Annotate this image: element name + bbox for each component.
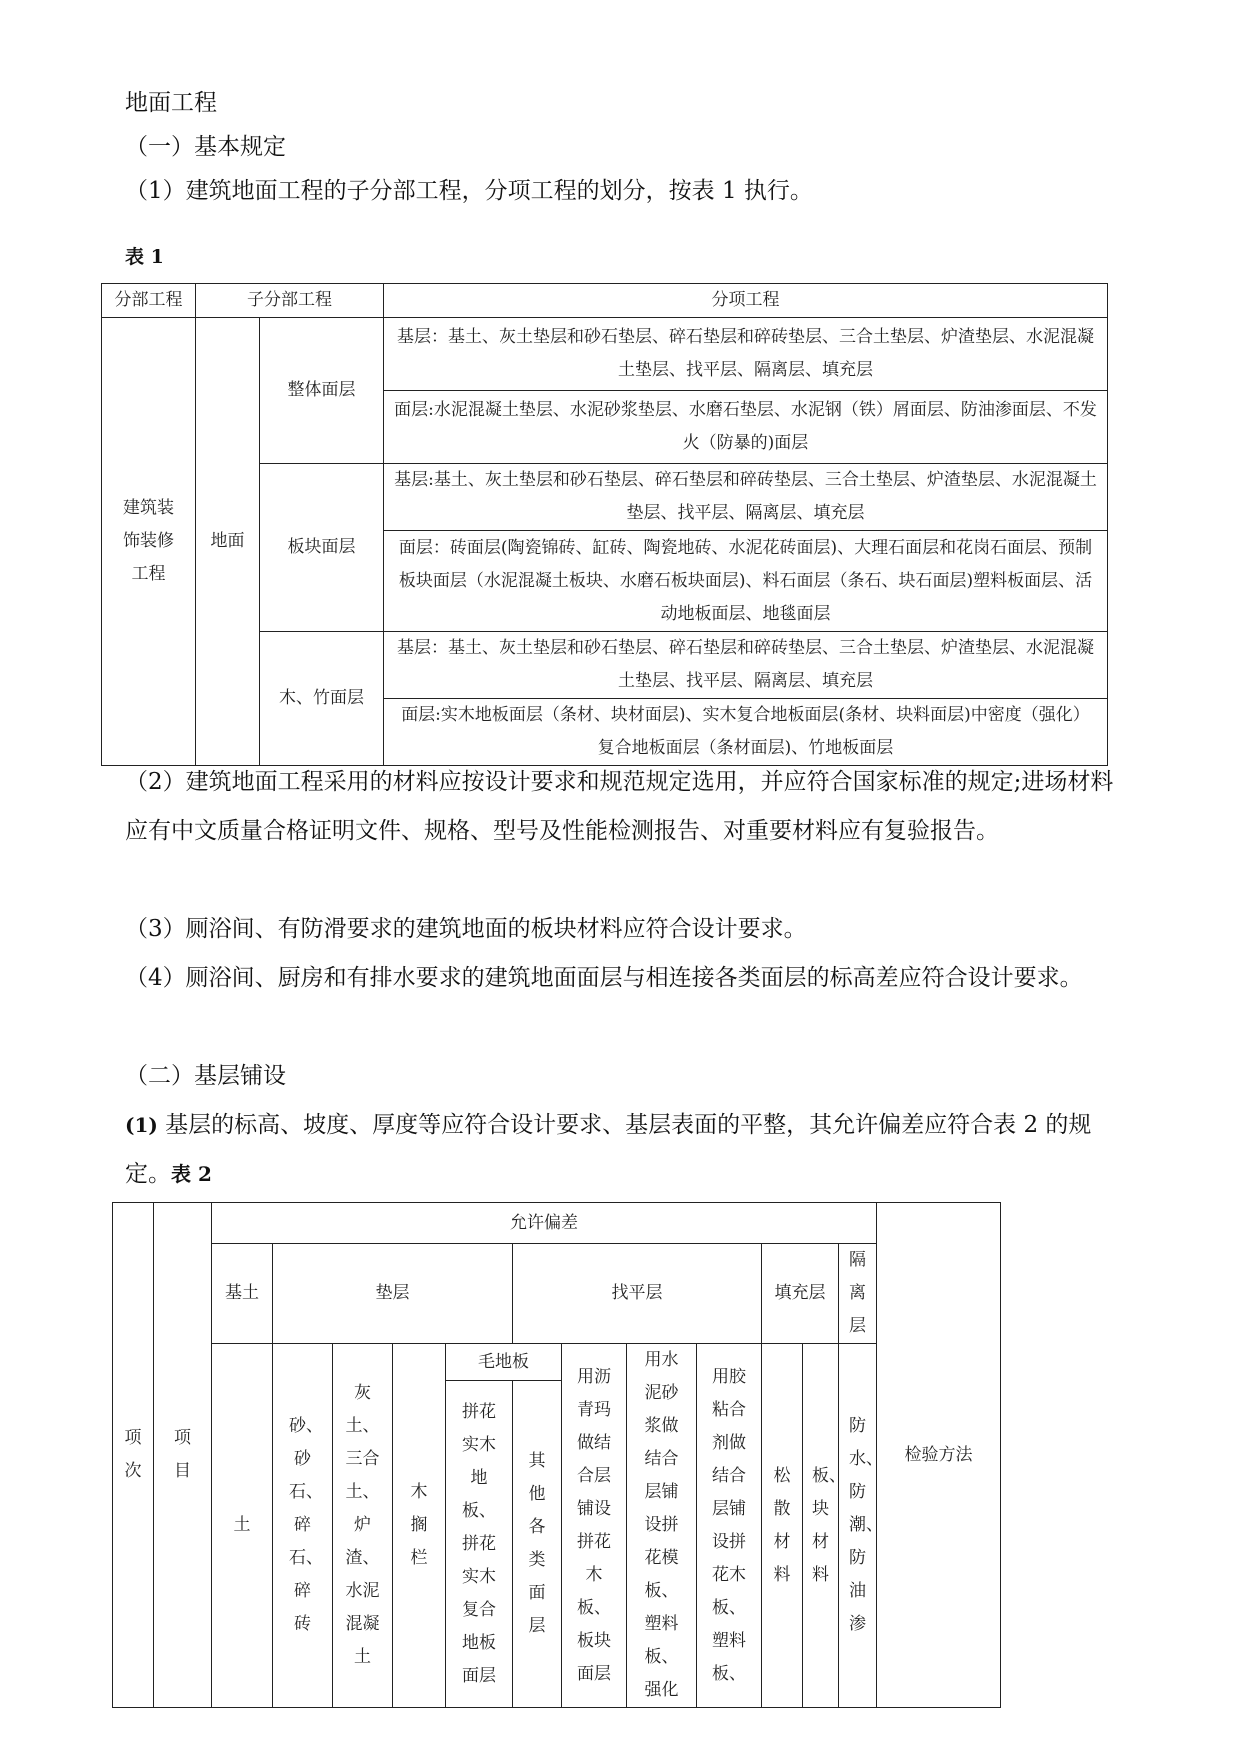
paragraph-1: （1）建筑地面工程的子分部工程，分项工程的划分，按表 1 执行。	[125, 178, 813, 204]
table2-sub-maodiban: 毛地板	[446, 1344, 562, 1381]
table1-surface-row: 面层:水泥混凝土垫层、水泥砂浆垫层、水磨石垫层、水泥钢（铁）屑面层、防油渗面层、不发火（防暴的)面层	[384, 391, 1108, 464]
page-heading: 地面工程	[125, 90, 217, 116]
table1-header-division: 分部工程	[102, 284, 196, 318]
table2-sub-sand: 砂、砂石、碎石、碎砖	[273, 1344, 333, 1708]
table2-sub-mortar: 用水泥砂浆做结合层铺设拼花模板、塑料板、强化	[627, 1344, 697, 1708]
table1-division-cell: 建筑装饰装修工程	[102, 318, 196, 766]
table2-inspection-method: 检验方法	[877, 1203, 1001, 1708]
table2-sub-asphalt: 用沥青玛做结合层铺设拼花木板、板块面层	[562, 1344, 627, 1708]
table1-base-row: 基层：基土、灰土垫层和砂石垫层、碎石垫层和碎砖垫层、三合土垫层、炉渣垫层、水泥混凝土垫层、找平层、隔离层、填充层	[384, 632, 1108, 699]
table2-sub-block: 板、块材料	[803, 1344, 839, 1708]
table2-allowed-deviation: 允许偏差	[212, 1203, 877, 1244]
table2-sub-joist: 木搁栏	[393, 1344, 446, 1708]
table2-sub-other: 其他各类面层	[513, 1381, 562, 1708]
table1-header-items: 分项工程	[384, 284, 1108, 318]
table1-surface-row: 面层:实木地板面层（条材、块材面层)、实木复合地板面层(条材、块料面层)中密度（强化）复合地板面层（条材面层)、竹地板面层	[384, 699, 1108, 766]
table1-group-name: 木、竹面层	[260, 632, 384, 766]
table2-group-isolation: 隔离层	[839, 1244, 877, 1344]
section-title-basic-rules: （一）基本规定	[125, 134, 286, 160]
table2-sub-loose: 松散材料	[762, 1344, 803, 1708]
table1-group-name: 整体面层	[260, 318, 384, 464]
paragraph-2: （2）建筑地面工程采用的材料应按设计要求和规范规定选用，并应符合国家标准的规定;进场材料应有中文质量合格证明文件、规格、型号及性能检测报告、对重要材料应有复验报告。	[125, 769, 1114, 844]
section-title-base-laying: （二）基层铺设	[125, 1063, 286, 1089]
table2-group-base-soil: 基土	[212, 1244, 273, 1344]
paragraph-5-number: (1)	[125, 1113, 158, 1137]
table1-subdivision-cell: 地面	[196, 318, 260, 766]
table1-surface-row: 面层：砖面层(陶瓷锦砖、缸砖、陶瓷地砖、水泥花砖面层)、大理石面层和花岗石面层、预制板块面层（水泥混凝土板块、水磨石板块面层)、料石面层（条石、块石面层)塑料板面层、活动地板面层、地毯面层	[384, 531, 1108, 632]
table1-base-row: 基层:基土、灰土垫层和砂石垫层、碎石垫层和碎砖垫层、三合土垫层、炉渣垫层、水泥混凝土垫层、找平层、隔离层、填充层	[384, 464, 1108, 531]
table2-group-cushion: 垫层	[273, 1244, 513, 1344]
table2-group-filling: 填充层	[762, 1244, 839, 1344]
table2-sub-waterproof: 防水、防潮、防油渗	[839, 1344, 877, 1708]
table1-group-name: 板块面层	[260, 464, 384, 632]
paragraph-5-text: 基层的标高、坡度、厚度等应符合设计要求、基层表面的平整，其允许偏差应符合表 2 的规定。	[125, 1112, 1092, 1187]
table2-col-index: 项次	[113, 1203, 154, 1708]
table1-header-subdivision: 子分部工程	[196, 284, 384, 318]
table2-sub-parquet: 拼花实木地板、拼花实木复合地板面层	[446, 1381, 513, 1708]
table2-group-leveling: 找平层	[513, 1244, 762, 1344]
table2-sub-soil: 土	[212, 1344, 273, 1708]
table1-base-row: 基层：基土、灰土垫层和砂石垫层、碎石垫层和碎砖垫层、三合土垫层、炉渣垫层、水泥混凝土垫层、找平层、隔离层、填充层	[384, 318, 1108, 391]
paragraph-3: （3）厕浴间、有防滑要求的建筑地面的板块材料应符合设计要求。	[125, 916, 807, 942]
paragraph-4: （4）厕浴间、厨房和有排水要求的建筑地面面层与相连接各类面层的标高差应符合设计要求。	[125, 965, 1083, 991]
table-2	[112, 1202, 1001, 1708]
table1-label: 表 1	[125, 246, 164, 268]
table2-sub-adhesive: 用胶粘合剂做结合层铺设拼花木板、塑料板、	[697, 1344, 762, 1708]
table-1	[101, 283, 1108, 766]
table2-col-item: 项目	[154, 1203, 212, 1708]
paragraph-5	[125, 1101, 1115, 1199]
table2-sub-lime: 灰土、三合土、炉渣、水泥混凝土	[333, 1344, 393, 1708]
table2-label: 表 2	[171, 1162, 212, 1186]
